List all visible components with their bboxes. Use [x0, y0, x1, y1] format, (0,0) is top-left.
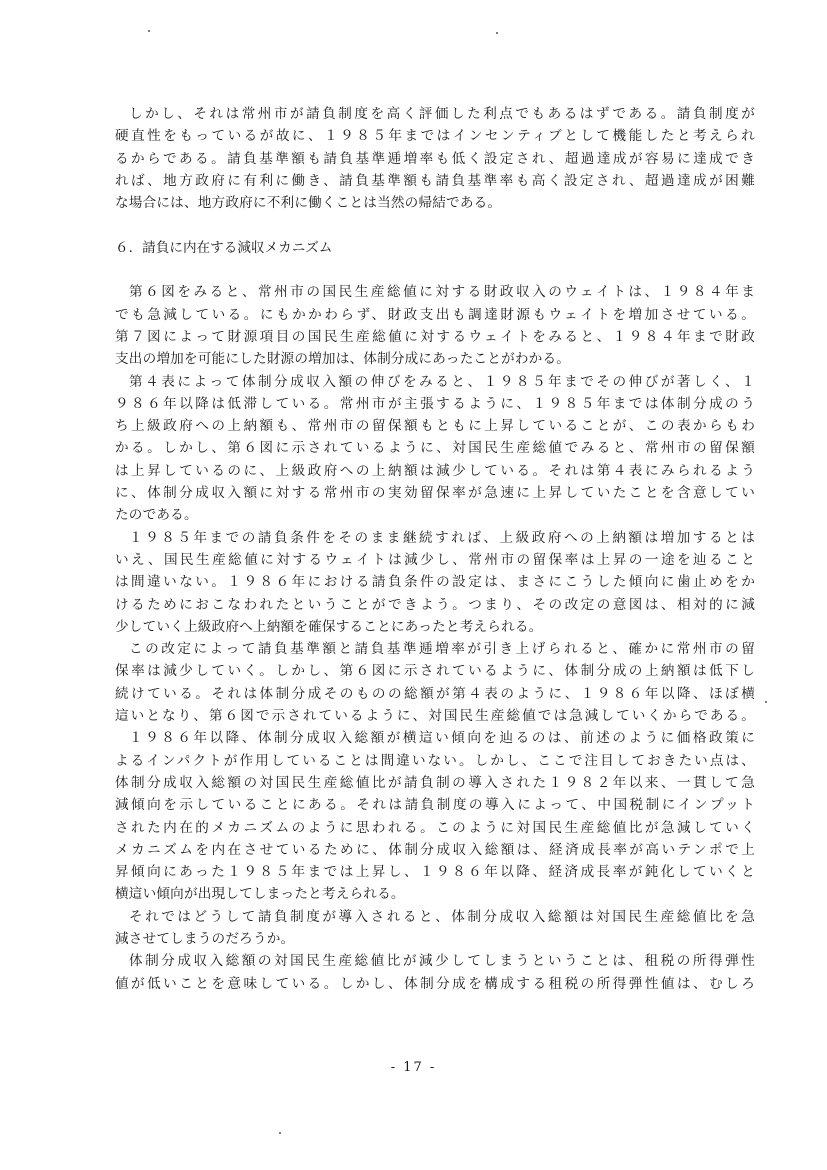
text-line: 少していく上級政府へ上納額を確保することにあったと考えられる。 [115, 618, 543, 635]
text-line: ち上級政府への上納額も、常州市の留保額もともに上昇していることが、この表からもわ [115, 418, 755, 435]
text-line: は上昇しているのに、上級政府への上納額は減少している。それは第４表にみられるよう [115, 462, 755, 479]
text-line: された内在的メカニズムのように思われる。このように対国民生産総値比が急減していく [115, 819, 755, 836]
text-line: な場合には、地方政府に不利に働くことは当然の帰結である。 [115, 195, 502, 212]
text-line: でも急減している。にもかかわらず、財政支出も調達財源もウェイトを増加させている。 [115, 306, 755, 323]
text-line: しかし、それは常州市が請負制度を高く評価した利点でもあるはずである。請負制度が [129, 106, 755, 122]
scan-speck [496, 32, 498, 34]
paragraph-1 [115, 103, 755, 214]
text-line: 体制分成収入総額の対国民生産総値比が請負制の導入された１９８２年以来、一貫して急 [115, 774, 755, 791]
text-line: に、体制分成収入額に対する常州市の実効留保率が急速に上昇していたことを含意してい [115, 485, 755, 502]
text-line: 横這い傾向が出現してしまったと考えられる。 [115, 886, 405, 903]
text-line: かる。しかし、第６図に示されているように、対国民生産総値でみると、常州市の留保額 [115, 440, 755, 457]
text-line: 値が低いことを意味している。しかし、体制分成を構成する租税の所得弾性値は、むしろ [115, 975, 755, 992]
text-line: １９８５年までの請負条件をそのまま継続すれば、上級政府への上納額は増加するとは [129, 529, 755, 546]
document-body [115, 103, 755, 995]
text-line: １９８６年以降、体制分成収入総額が横這い傾向を辿るのは、前述のように価格政策に [129, 730, 755, 747]
text-line: ９８６年以降は低滞している。常州市が主張するように、１９８５年までは体制分成のう [115, 395, 755, 412]
scan-speck [148, 30, 150, 32]
text-line: メカニズムを内在させているために、体制分成収入総額は、経済成長率が高いテンポで上 [115, 841, 755, 858]
paragraph-5 [115, 638, 755, 727]
text-line: 減傾向を示していることにある。それは請負制度の導入によって、中国税制にインプット [115, 797, 755, 814]
text-line: 這いとなり、第６図で示されているように、対国民生産総値では急減していくからである。 [115, 708, 755, 725]
paragraph-2 [115, 281, 755, 370]
text-line: 第６図をみると、常州市の国民生産総値に対する財政収入のウェイトは、１９８４年ま [129, 284, 755, 301]
text-line: 続けている。それは体制分成そのものの総額が第４表のように、１９８６年以降、ほぼ横 [115, 685, 755, 702]
text-line: 体制分成収入総額の対国民生産総値比が減少してしまうということは、租税の所得弾性 [129, 953, 755, 970]
paragraph-4 [115, 527, 755, 638]
text-line: れば、地方政府に有利に働き、請負基準額も請負基準率も高く設定され、超過達成が困難 [115, 172, 755, 189]
text-line: いえ、国民生産総値に対するウェイトは減少し、常州市の留保率は上昇の一途を辿ること [115, 551, 755, 568]
text-line: 第４表によって体制分成収入額の伸びをみると、１９８５年までその伸びが著しく、１ [129, 373, 755, 390]
text-line: 減させてしまうのだろうか。 [115, 930, 295, 947]
text-line: 第７図によって財源項目の国民生産総値に対するウェイトをみると、１９８４年まで財政 [115, 328, 755, 345]
text-line: るからである。請負基準額も請負基準逓増率も低く設定され、超過達成が容易に達成でき [115, 150, 755, 167]
text-line: は間違いない。１９８６年における請負条件の設定は、まさにこうした傾向に歯止めをか [115, 574, 755, 591]
text-line: この改定によって請負基準額と請負基準逓増率が引き上げられると、確かに常州市の留 [129, 641, 755, 658]
paragraph-7 [115, 906, 755, 951]
text-line: 昇傾向にあった１９８５年までは上昇し、１９８６年以降、経済成長率が鈍化していくと [115, 864, 755, 881]
scan-speck [765, 701, 767, 703]
text-line: 硬直性をもっているが故に、１９８５年まではインセンティブとして機能したと考えられ [115, 128, 755, 145]
text-line: 保率は減少していく。しかし、第６図に示されているように、体制分成の上納額は低下し [115, 663, 755, 680]
text-line: けるためにおこなわれたということができよう。つまり、その改定の意図は、相対的に減 [115, 596, 755, 613]
page-number: - 17 - [390, 1060, 437, 1075]
text-line: それではどうして請負制度が導入されると、体制分成収入総額は対国民生産総値比を急 [129, 908, 755, 925]
paragraph-6 [115, 727, 755, 905]
scan-speck [279, 1132, 281, 1134]
text-line: よるインパクトが作用していることは間違いない。しかし、ここで注目しておきたい点は、 [115, 752, 755, 769]
section-heading: ６．請負に内在する減収メカニズム [115, 239, 333, 256]
paragraph-3 [115, 371, 755, 527]
text-line: 支出の増加を可能にした財源の増加は、体制分成にあったことがわかる。 [115, 351, 571, 368]
text-line: たのである。 [115, 507, 198, 524]
paragraph-8 [115, 950, 755, 995]
